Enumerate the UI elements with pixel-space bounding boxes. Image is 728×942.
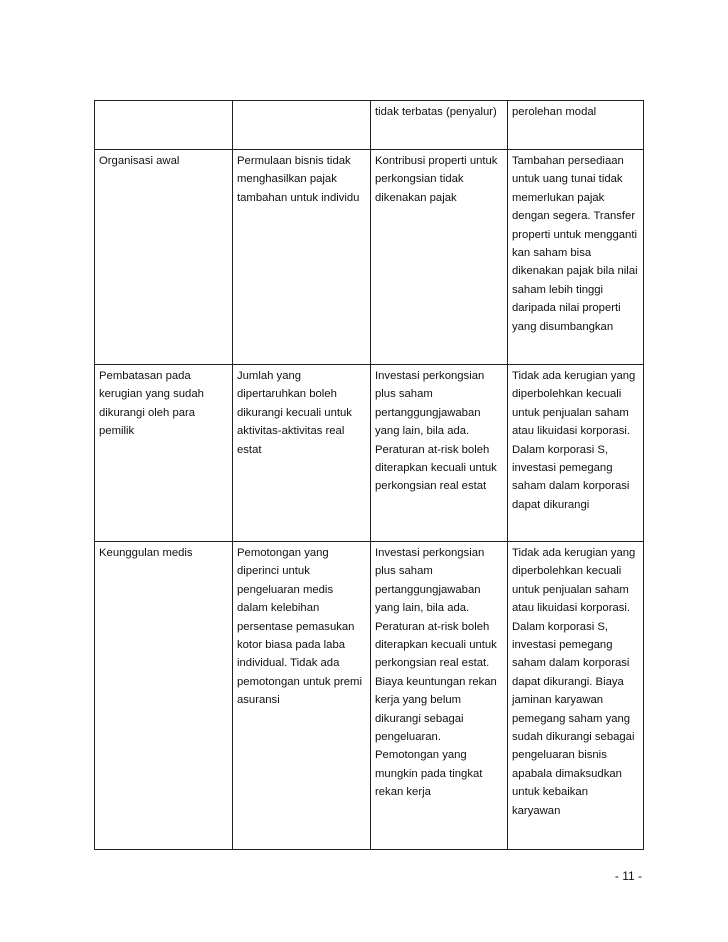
table-row [95,542,644,850]
page-number: - 11 - [614,869,642,883]
table-row [95,101,644,150]
table-cell: Organisasi awal [95,150,233,365]
table-cell [95,101,233,150]
table-row [95,150,644,365]
table-cell: Investasi perkongsian plus saham pertanggungjawaban yang lain, bila ada. Peraturan at-risk boleh diterapkan kecuali untuk perkongsian real estat [371,365,508,542]
table-cell: perolehan modal [508,101,644,150]
table-cell: Jumlah yang dipertaruhkan boleh dikurangi kecuali untuk aktivitas-aktivitas real estat [233,365,371,542]
comparison-table [94,100,644,850]
table-cell: Kontribusi properti untuk perkongsian tidak dikenakan pajak [371,150,508,365]
table-cell: Permulaan bisnis tidak menghasilkan pajak tambahan untuk individu [233,150,371,365]
table-cell: Investasi perkongsian plus saham pertanggungjawaban yang lain, bila ada. Peraturan at-risk boleh diterapkan kecuali untuk perkongsian real estat. Biaya keuntungan rekan kerja yang belum dikurangi sebagai pengeluaran. Pemotongan yang mungkin pada tingkat rekan kerja [371,542,508,850]
table-cell: Tidak ada kerugian yang diperbolehkan kecuali untuk penjualan saham atau likuidasi korporasi. Dalam korporasi S, investasi pemegang saham dalam korporasi dapat dikurangi. Biaya jaminan karyawan pemegang saham yang sudah dikurangi sebagai pengeluaran bisnis apabala dimaksudkan untuk kebaikan karyawan [508,542,644,850]
table-cell: Tidak ada kerugian yang diperbolehkan kecuali untuk penjualan saham atau likuidasi korporasi. Dalam korporasi S, investasi pemegang saham dalam korporasi dapat dikurangi [508,365,644,542]
table-cell [233,101,371,150]
table-cell: Pemotongan yang diperinci untuk pengeluaran medis dalam kelebihan persentase pemasukan kotor biasa pada laba individual. Tidak ada pemotongan untuk premi asuransi [233,542,371,850]
table-cell: Keunggulan medis [95,542,233,850]
table-cell: tidak terbatas (penyalur) [371,101,508,150]
table-cell: Pembatasan pada kerugian yang sudah dikurangi oleh para pemilik [95,365,233,542]
table-cell: Tambahan persediaan untuk uang tunai tidak memerlukan pajak dengan segera. Transfer properti untuk mengganti kan saham bisa dikenakan pajak bila nilai saham lebih tinggi daripada nilai properti yang disumbangkan [508,150,644,365]
table-row [95,365,644,542]
